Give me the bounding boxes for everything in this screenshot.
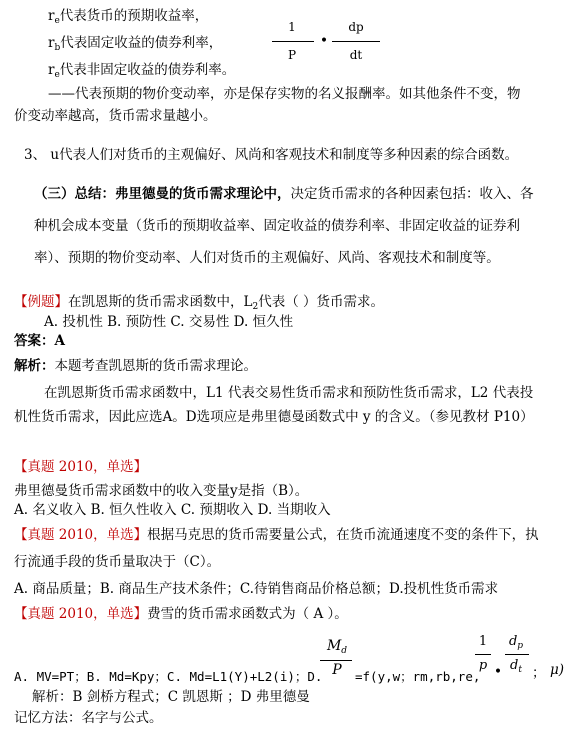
- exam2-question-line-2: 行流通手段的货币量取决于（C）。: [14, 554, 221, 570]
- summary-line-3: 率）、预期的物价变动率、人们对货币的主观偏好、风尚、客观技术和制度等。: [34, 250, 500, 266]
- example-options: A. 投机性 B. 预防性 C. 交易性 D. 恒久性: [44, 314, 294, 330]
- fraction-numerator-1: 1: [288, 20, 296, 34]
- item-3: 3、 u代表人们对货币的主观偏好、风尚和客观技术和制度等多种因素的综合函数。: [24, 147, 519, 163]
- fraction-bar-1: [272, 41, 314, 42]
- example-analysis: 解析：本题考查凯恩斯的货币需求理论。: [14, 358, 257, 374]
- dot-operator: •: [319, 33, 329, 49]
- fraction-denominator-2: dt: [349, 48, 363, 62]
- dt-denominator: $d_t$: [510, 658, 522, 675]
- fraction-denominator-1: P: [287, 48, 297, 62]
- exam2-tag: 【真题 2010，单选】: [14, 527, 148, 543]
- expected-inflation-line-2: 价变动率越高，货币需求量越小。: [14, 108, 217, 124]
- dp-dt-bar: [505, 654, 529, 655]
- dp-numerator: $d_p$: [508, 634, 524, 651]
- one-over-p-bar: [475, 654, 491, 655]
- formula-middle: =f(y,w；rm,rb,re,: [355, 669, 481, 684]
- example-explain-2: 机性货币需求，因此应选A。D选项应是弗里德曼函数式中 y 的含义。（参见教材 P10）: [14, 409, 534, 425]
- fraction-bar-2: [332, 41, 380, 42]
- one-numerator: 1: [478, 634, 488, 649]
- example-answer: 答案：A: [14, 333, 65, 349]
- exam3-analysis: 解析：B 剑桥方程式；C 凯恩斯 ；D 弗里德曼: [32, 689, 310, 705]
- summary-line-1: （三）总结：弗里德曼的货币需求理论中，决定货币需求的各种因素包括：收入、各: [34, 186, 534, 202]
- exam1-question: 弗里德曼货币需求函数中的收入变量y是指（B）。: [14, 483, 309, 499]
- example-explain-1: 在凯恩斯货币需求函数中，L1 代表交易性货币需求和预防性货币需求，L2 代表投: [44, 385, 534, 401]
- example-question: 【例题】在凯恩斯的货币需求函数中，$L_2$代表（ ）货币需求。: [14, 294, 384, 312]
- expected-inflation-line-1: ——代表预期的物价变动率，亦是保存实物的名义报酬率。如其他条件不变，物: [48, 86, 521, 102]
- summary-line-2: 种机会成本变量（货币的预期收益率、固定收益的债券利率、非固定收益的证券利: [34, 218, 520, 234]
- exam2-question-line-1: 【真题 2010，单选】根据马克思的货币需要量公式，在货币流通速度不变的条件下，执: [14, 527, 539, 543]
- fraction-numerator-2: dp: [348, 20, 364, 34]
- def-re: $r_e$代表货币的预期收益率，: [48, 8, 209, 26]
- dot-operator-2: •: [493, 664, 503, 680]
- exam1-tag: 【真题 2010，单选】: [14, 459, 148, 475]
- exam2-options: A. 商品质量；B. 商品生产技术条件；C.待销售商品价格总额；D.投机性货币需求: [14, 581, 499, 597]
- mu-symbol: μ): [550, 662, 565, 678]
- p-denominator: p: [478, 658, 488, 673]
- formula-separator: ；: [532, 665, 546, 681]
- def-rb: $r_b$代表固定收益的债券利率，: [48, 35, 223, 53]
- def-re-nonfixed: $r_e$代表非固定收益的债券利率。: [48, 62, 236, 80]
- exam3-options-prefix: A. MV=PT；B. Md=Kpy；C. Md=L1(Y)+L2(i)；D.: [14, 669, 323, 684]
- md-fraction-bar: [320, 660, 352, 661]
- memory-method: 记忆方法：名字与公式。: [14, 710, 163, 726]
- exam1-options: A. 名义收入 B. 恒久性收入 C. 预期收入 D. 当期收入: [14, 502, 331, 518]
- exam3-tag: 【真题 2010，单选】: [14, 606, 148, 622]
- md-denominator: P: [332, 662, 342, 678]
- example-tag: 【例题】: [14, 294, 68, 310]
- md-numerator: $M_d$: [326, 638, 348, 656]
- summary-heading: （三）总结：弗里德曼的货币需求理论中，: [34, 186, 291, 202]
- exam3-question: 【真题 2010，单选】费雪的货币需求函数式为（ A ）。: [14, 606, 348, 622]
